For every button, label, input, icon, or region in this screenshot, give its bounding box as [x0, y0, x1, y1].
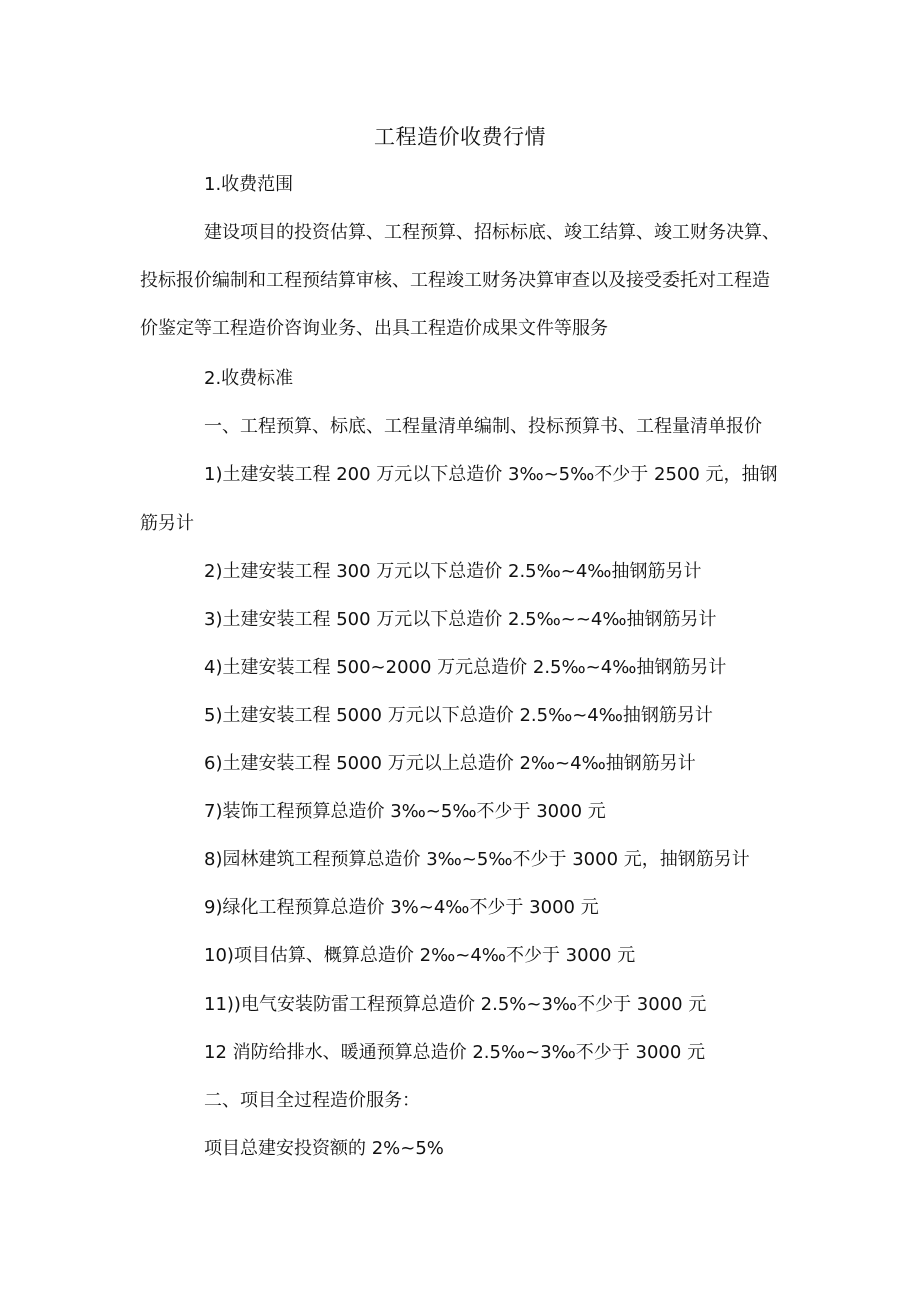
list-item: 6)土建安装工程 5000 万元以上总造价 2‰~4‰抽钢筋另计: [204, 753, 696, 774]
paragraph-line: 价鉴定等工程造价咨询业务、出具工程造价成果文件等服务: [140, 318, 608, 339]
paragraph-line: 建设项目的投资估算、工程预算、招标标底、竣工结算、竣工财务决算、: [204, 222, 780, 243]
list-item: 8)园林建筑工程预算总造价 3‰~5‰不少于 3000 元，抽钢筋另计: [204, 849, 750, 870]
list-item: 5)土建安装工程 5000 万元以下总造价 2.5‰~4‰抽钢筋另计: [204, 705, 713, 726]
subsection-heading: 二、项目全过程造价服务：: [204, 1090, 420, 1111]
list-item: 12 消防给排水、暖通预算总造价 2.5‰~3‰不少于 3000 元: [204, 1042, 706, 1063]
list-item: 10)项目估算、概算总造价 2‰~4‰不少于 3000 元: [204, 945, 636, 966]
paragraph-line: 项目总建安投资额的 2%~5%: [204, 1138, 444, 1159]
list-item: 4)土建安装工程 500~2000 万元总造价 2.5‰~4‰抽钢筋另计: [204, 657, 727, 678]
list-item: 3)土建安装工程 500 万元以下总造价 2.5‰~~4‰抽钢筋另计: [204, 609, 717, 630]
document-title: 工程造价收费行情: [374, 125, 546, 149]
list-item-continuation: 筋另计: [140, 513, 194, 534]
paragraph-line: 投标报价编制和工程预结算审核、工程竣工财务决算审查以及接受委托对工程造: [140, 270, 770, 291]
list-item: 1)土建安装工程 200 万元以下总造价 3‰~5‰不少于 2500 元，抽钢: [204, 464, 778, 485]
list-item: 7)装饰工程预算总造价 3‰~5‰不少于 3000 元: [204, 801, 606, 822]
subsection-heading: 一、工程预算、标底、工程量清单编制、投标预算书、工程量清单报价: [204, 416, 762, 437]
section-heading-standard: 2.收费标准: [204, 368, 294, 389]
list-item: 2)土建安装工程 300 万元以下总造价 2.5‰~4‰抽钢筋另计: [204, 561, 702, 582]
list-item: 9)绿化工程预算总造价 3%~4‰不少于 3000 元: [204, 897, 599, 918]
section-heading-scope: 1.收费范围: [204, 174, 294, 195]
list-item: 11))电气安装防雷工程预算总造价 2.5%~3‰不少于 3000 元: [204, 994, 707, 1015]
